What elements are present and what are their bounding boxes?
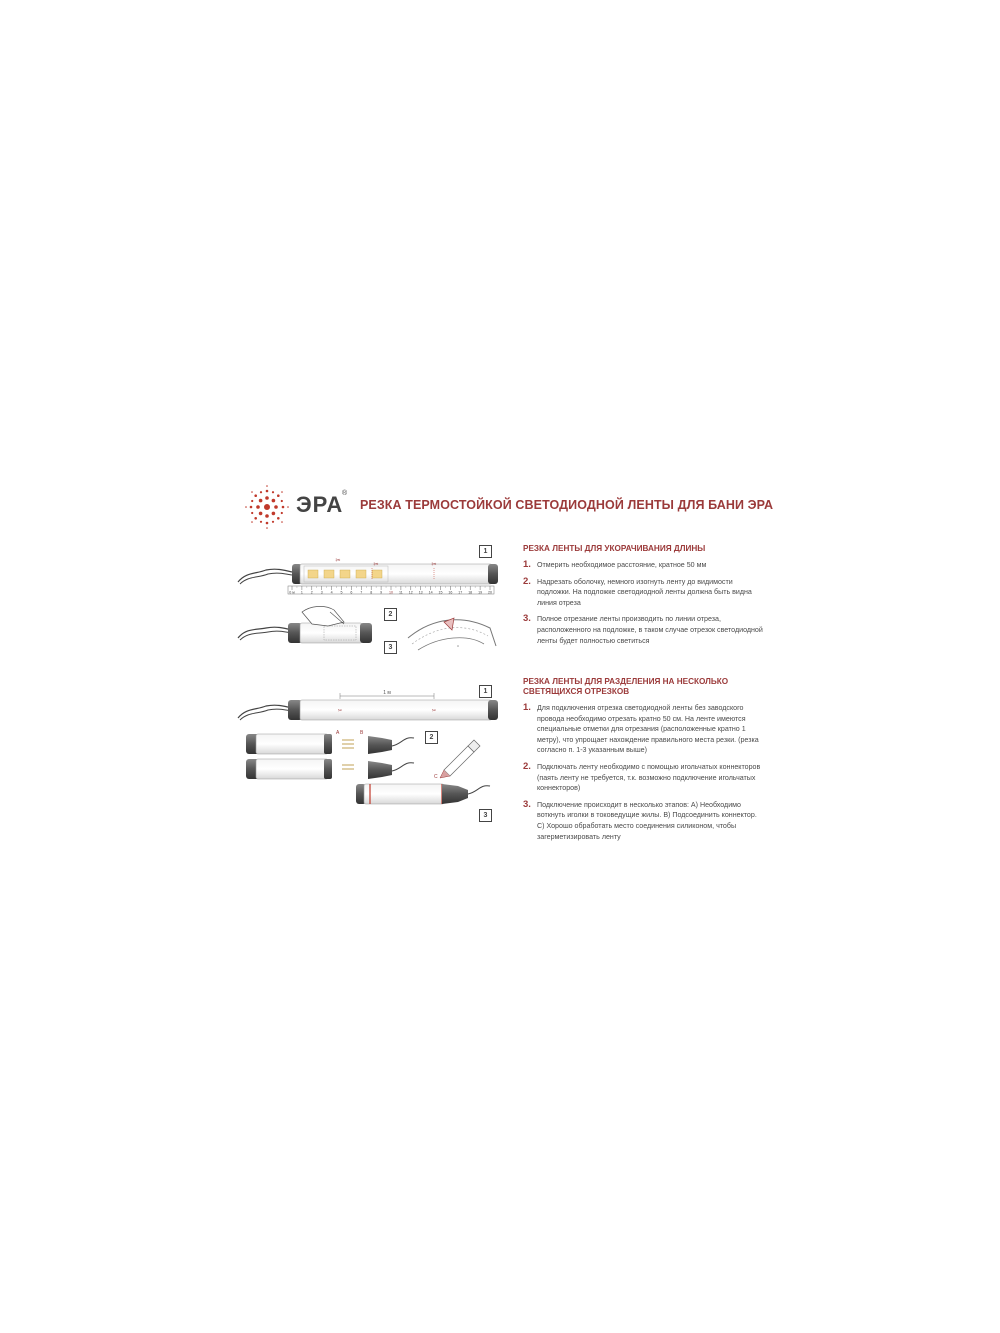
instruction-sheet [232, 478, 774, 858]
section-shortening [523, 544, 763, 652]
step-number: 3. [523, 613, 531, 625]
ruler-label: 3 [320, 590, 323, 595]
ruler-ticks [292, 586, 490, 590]
ruler-label: 16 [448, 590, 453, 595]
marker-c: C [434, 774, 438, 780]
connector-tubes [246, 730, 414, 779]
badge-s2-2: 2 [425, 731, 438, 744]
bent-strip-closeup [408, 618, 496, 650]
ruler-label: 15 [438, 590, 443, 595]
step-number: 1. [523, 559, 531, 570]
step-number: 3. [523, 798, 531, 810]
marker-b: B [360, 730, 364, 736]
ruler-label: 20 [488, 590, 492, 595]
ruler-label: 6 [350, 590, 353, 595]
tube-with-ruler [238, 558, 498, 594]
ruler-label: 14 [428, 590, 433, 595]
badge-s1-1: 1 [479, 545, 492, 558]
ruler-label: 17 [458, 590, 463, 595]
ruler-label: 5 [340, 590, 343, 595]
ruler-label: 18 [468, 590, 473, 595]
ruler-label: 7 [360, 590, 363, 595]
list-item [523, 560, 763, 571]
ruler-label: 10 [389, 590, 393, 595]
ruler-label: 4 [330, 590, 333, 595]
step-text: Подключать ленту необходимо с помощью игольчатых коннекторов (паять ленту не требуется, т.к. возможно подключение игольчатых коннекторов) [537, 762, 761, 793]
step-list [523, 560, 763, 646]
step-text: Для подключения отрезка светодиодной ленты без заводского провода необходимо отрезать кратно 50 см. На ленте имеются специальные отметки для отрезания (расположенные кратно 1 метру), что упрощает нахождение правильного места резки. (резка согласно п. 1-3 указанным выше) [537, 704, 759, 755]
step-number: 1. [523, 702, 531, 713]
ruler-label: 11 [399, 590, 403, 595]
ruler-label: 8 [370, 590, 373, 595]
list-item [523, 703, 763, 756]
badge-s1-2: 2 [384, 608, 397, 621]
list-item [523, 800, 763, 842]
step-number: 2. [523, 760, 531, 772]
list-item [523, 762, 763, 794]
badge-s2-1: 1 [479, 685, 492, 698]
step-text: Полное отрезание ленты производить по линии отреза, расположенного на подложке, в таком случае отрезок светодиодной ленты будет полностью светиться [537, 615, 763, 645]
ruler-label: 2 [310, 590, 313, 595]
step-text: Надрезать оболочку, немного изогнуть ленту до видимости подложки. На подложке светодиодной ленты должна быть видна линия отреза [537, 577, 752, 607]
logo-text: ЭРА [296, 492, 344, 517]
section-title: РЕЗКА ЛЕНТЫ ДЛЯ РАЗДЕЛЕНИЯ НА НЕСКОЛЬКО СВЕТЯЩИХСЯ ОТРЕЗКОВ [523, 677, 729, 696]
section-splitting [523, 677, 763, 848]
svg-text:✂: ✂ [373, 562, 379, 568]
page-title: РЕЗКА ТЕРМОСТОЙКОЙ СВЕТОДИОДНОЙ ЛЕНТЫ ДЛЯ БАНИ ЭРА [360, 498, 774, 512]
ruler-label: 1 [300, 590, 303, 595]
ruler-label: 12 [408, 590, 413, 595]
list-item [523, 614, 763, 646]
step-number: 2. [523, 575, 531, 587]
badge-s1-3: 3 [384, 641, 397, 654]
step-text: Отмерить необходимое расстояние, кратное 50 мм [537, 561, 707, 569]
step-list [523, 703, 763, 842]
badge-s2-3: 3 [479, 809, 492, 822]
tube-1m-marks [238, 690, 498, 720]
marker-a: A [336, 730, 340, 736]
tube-cutting [238, 606, 372, 643]
svg-text:✂: ✂ [337, 708, 343, 714]
svg-text:✂: ✂ [431, 562, 437, 568]
list-item [523, 577, 763, 609]
svg-text:✂: ✂ [431, 708, 437, 714]
ruler-label: 19 [478, 590, 483, 595]
step-text: Подключение происходит в несколько этапов: A) Необходимо воткнуть иголки в токоведущие жилы. B) Подсоединить коннектор. C) Хорошо обработать место соединения силиконом, чтобы загерметизировать ленту [537, 800, 757, 841]
logo-registered-mark: ® [342, 490, 348, 497]
illustrations-svg [232, 478, 512, 858]
ruler-label: 9 [380, 590, 383, 595]
ruler-label: 0 м [289, 590, 295, 595]
svg-text:✂: ✂ [335, 558, 341, 564]
section-title: РЕЗКА ЛЕНТЫ ДЛЯ УКОРАЧИВАНИЯ ДЛИНЫ [523, 544, 706, 553]
ruler-label: 13 [418, 590, 423, 595]
length-label: 1 м [383, 690, 391, 696]
